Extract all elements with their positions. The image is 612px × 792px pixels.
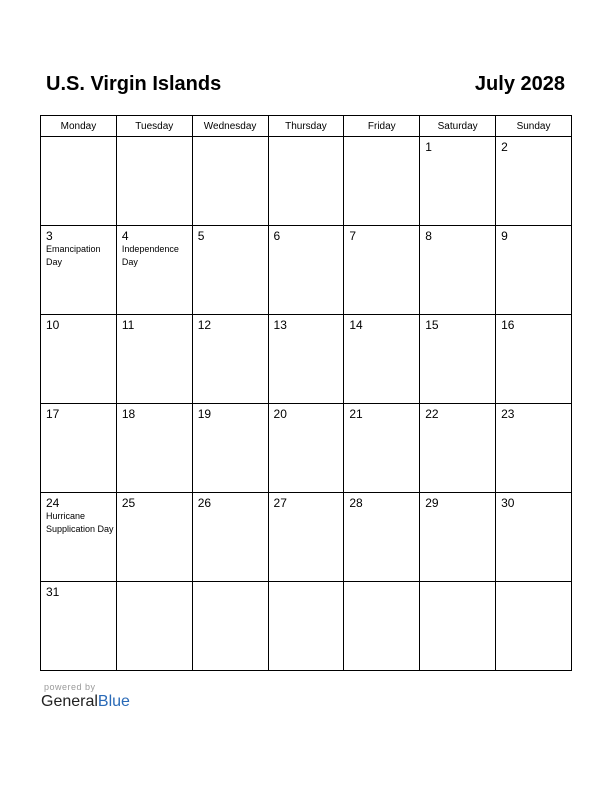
- weekday-header: Friday: [344, 116, 420, 137]
- day-number: 24: [46, 496, 60, 510]
- day-number: 14: [349, 318, 363, 332]
- calendar-day-cell: [192, 315, 268, 404]
- calendar-day-cell: [116, 582, 192, 671]
- calendar-day-cell: [344, 226, 420, 315]
- calendar-day-cell: [268, 493, 344, 582]
- day-number: 3: [46, 229, 53, 243]
- calendar-day-cell: [268, 582, 344, 671]
- weekday-header: Wednesday: [192, 116, 268, 137]
- calendar-week-row: [41, 493, 572, 582]
- calendar-day-cell: [41, 315, 117, 404]
- calendar-day-cell: [268, 137, 344, 226]
- calendar-day-cell: [496, 226, 572, 315]
- holiday-label: Emancipation Day: [46, 244, 101, 267]
- day-number: 13: [273, 318, 287, 332]
- calendar-day-cell: [41, 493, 117, 582]
- day-number: 8: [425, 229, 432, 243]
- calendar-day-cell: [268, 404, 344, 493]
- calendar-day-cell: [420, 493, 496, 582]
- weekday-header: Thursday: [268, 116, 344, 137]
- holiday-label: Hurricane Supplication Day: [46, 511, 114, 534]
- day-number: 18: [121, 407, 136, 421]
- calendar-day-cell: [268, 315, 344, 404]
- day-number: 10: [46, 318, 60, 332]
- day-number: 31: [46, 585, 60, 599]
- calendar-day-cell: [41, 404, 117, 493]
- calendar-day-cell: [192, 404, 268, 493]
- generalblue-logo: [41, 693, 130, 711]
- day-number: 6: [273, 229, 281, 243]
- day-number: 11: [121, 318, 135, 332]
- day-number: 5: [197, 229, 205, 243]
- holiday-label: Independence Day: [121, 244, 179, 267]
- calendar-day-cell: [496, 137, 572, 226]
- calendar-week-row: [41, 315, 572, 404]
- calendar-day-cell: [420, 404, 496, 493]
- day-number: 4: [121, 229, 129, 243]
- calendar-day-cell: [192, 582, 268, 671]
- day-number: 16: [501, 318, 515, 332]
- calendar-day-cell: [420, 582, 496, 671]
- calendar-day-cell: [420, 226, 496, 315]
- calendar-day-cell: [344, 582, 420, 671]
- brand-general: General: [41, 693, 98, 710]
- month-title: July 2028: [474, 73, 565, 95]
- weekday-header: Monday: [41, 116, 117, 137]
- day-number: 12: [197, 318, 212, 332]
- calendar-day-cell: [192, 226, 268, 315]
- weekday-header: Tuesday: [116, 116, 192, 137]
- weekday-header: Saturday: [420, 116, 496, 137]
- day-number: 1: [425, 140, 432, 154]
- calendar-day-cell: [116, 315, 192, 404]
- day-number: 28: [349, 496, 363, 510]
- calendar-week-row: [41, 226, 572, 315]
- day-number: 7: [349, 229, 357, 243]
- day-number: 17: [46, 407, 60, 421]
- calendar-day-cell: [344, 404, 420, 493]
- calendar-week-row: [41, 404, 572, 493]
- day-number: 2: [501, 140, 508, 154]
- calendar-day-cell: [116, 493, 192, 582]
- day-number: 9: [501, 229, 508, 243]
- day-number: 19: [197, 407, 212, 421]
- day-number: 22: [425, 407, 439, 421]
- calendar-grid: [40, 115, 572, 671]
- powered-by-text: powered by: [44, 682, 96, 692]
- weekday-header-row: [41, 116, 572, 137]
- day-number: 27: [273, 496, 287, 510]
- day-number: 25: [121, 496, 136, 510]
- brand-blue: Blue: [97, 693, 130, 710]
- day-number: 21: [349, 407, 363, 421]
- calendar-day-cell: [344, 137, 420, 226]
- day-number: 30: [501, 496, 515, 510]
- calendar-day-cell: [268, 226, 344, 315]
- day-number: 20: [273, 407, 287, 421]
- calendar-day-cell: [496, 582, 572, 671]
- calendar-day-cell: [344, 315, 420, 404]
- day-number: 15: [425, 318, 439, 332]
- calendar-day-cell: [496, 493, 572, 582]
- calendar-day-cell: [116, 404, 192, 493]
- calendar-day-cell: [420, 137, 496, 226]
- calendar-day-cell: [192, 137, 268, 226]
- weekday-header: Sunday: [496, 116, 572, 137]
- calendar-day-cell: [41, 226, 117, 315]
- day-number: 29: [425, 496, 439, 510]
- calendar-day-cell: [344, 493, 420, 582]
- calendar-day-cell: [116, 137, 192, 226]
- calendar-week-row: [41, 582, 572, 671]
- calendar-day-cell: [41, 137, 117, 226]
- calendar-day-cell: [41, 582, 117, 671]
- calendar-day-cell: [496, 404, 572, 493]
- calendar-day-cell: [420, 315, 496, 404]
- calendar-week-row: [41, 137, 572, 226]
- day-number: 26: [197, 496, 212, 510]
- day-number: 23: [501, 407, 515, 421]
- calendar-day-cell: [496, 315, 572, 404]
- region-title: U.S. Virgin Islands: [46, 73, 222, 95]
- calendar-day-cell: [116, 226, 192, 315]
- calendar-day-cell: [192, 493, 268, 582]
